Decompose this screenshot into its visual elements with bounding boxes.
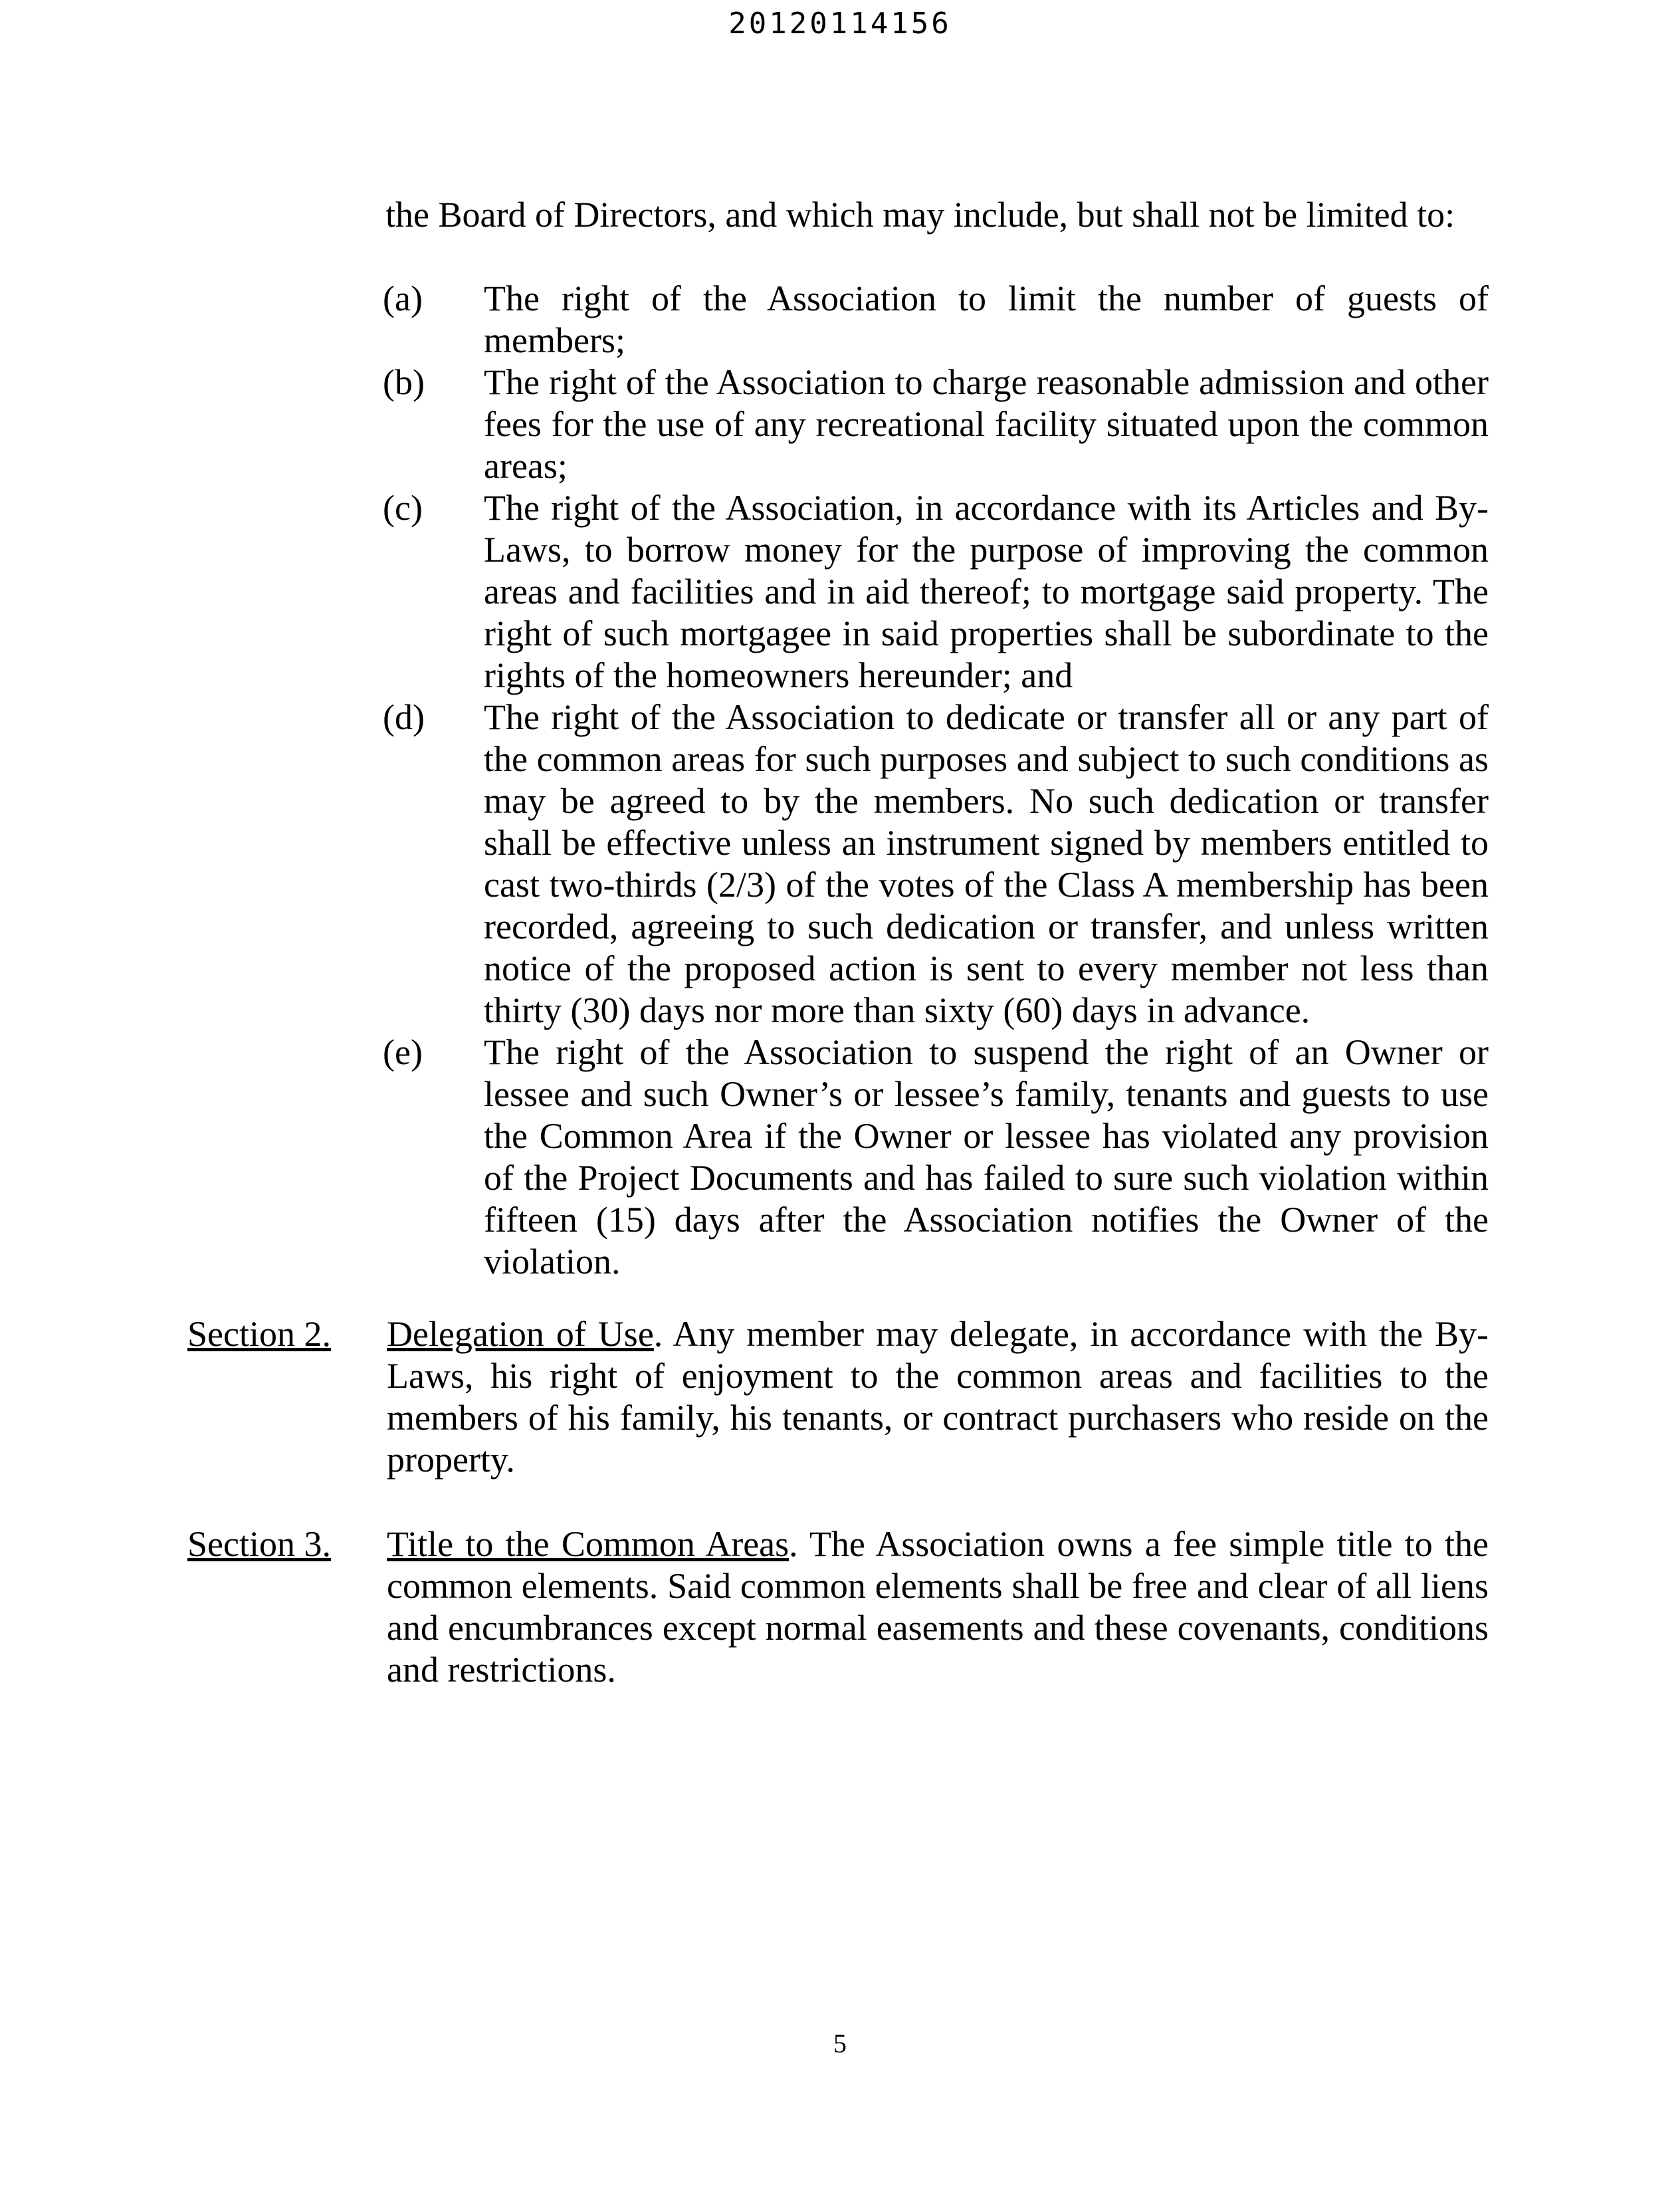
list-item-text: The right of the Association to suspend the right of an Owner or lessee and such Owner’s or lessee’s family, tenants and guests to use the Common Area if the Owner or lessee has violated any provision of the Project Documents and has failed to sure such violation within fifteen (15) days after the Association notifies the Owner of the violation. xyxy=(484,1032,1489,1281)
list-item-a xyxy=(383,278,1489,362)
list-item-text: The right of the Association, in accordance with its Articles and By-Laws, to borrow money for the purpose of improving the common areas and facilities and in aid thereof; to mortgage said property. The right of such mortgagee in said properties shall be subordinate to the rights of the homeowners hereunder; and xyxy=(484,488,1489,695)
section-body xyxy=(387,1523,1489,1691)
list-item-c xyxy=(383,487,1489,697)
document-number: 20120114156 xyxy=(728,7,952,41)
list-item-label: (e) xyxy=(383,1032,423,1072)
list-item-label: (b) xyxy=(383,362,425,402)
section-2 xyxy=(187,1313,1489,1481)
page-number: 5 xyxy=(833,2029,847,2058)
list-item-label: (c) xyxy=(383,488,423,528)
section-title: Delegation of Use xyxy=(387,1314,654,1354)
section-3 xyxy=(187,1523,1489,1691)
list-item-b xyxy=(383,362,1489,487)
list-item-text: The right of the Association to dedicate or transfer all or any part of the common areas for such purposes and subject to such conditions as may be agreed to by the members. No such dedication or transfer shall be effective unless an instrument signed by members entitled to cast two-thirds (2/3) of the votes of the Class A membership has been recorded, agreeing to such dedication or transfer, and unless written notice of the proposed action is sent to every member not less than thirty (30) days nor more than sixty (60) days in advance. xyxy=(484,697,1489,1030)
intro-paragraph: the Board of Directors, and which may include, but shall not be limited to: xyxy=(385,195,1455,235)
section-title: Title to the Common Areas xyxy=(387,1524,789,1564)
section-text: . Any member may delegate, in accordance with the By-Laws, his right of enjoyment to the common areas and facilities to the members of his family, his tenants, or contract purchasers who reside on the property. xyxy=(387,1314,1489,1480)
section-body xyxy=(387,1313,1489,1481)
list-item-text: The right of the Association to charge reasonable admission and other fees for the use of any recreational facility situated upon the common areas; xyxy=(484,362,1489,486)
section-label: Section 2. xyxy=(187,1314,331,1354)
list-item-e xyxy=(383,1032,1489,1283)
list-item-text: The right of the Association to limit the number of guests of members; xyxy=(484,278,1489,360)
list-item-label: (a) xyxy=(383,278,423,318)
list-item-label: (d) xyxy=(383,697,425,737)
rights-list xyxy=(383,278,1489,1283)
section-text: . The Association owns a fee simple title to the common elements. Said common elements shall be free and clear of all liens and encumbrances except normal easements and these covenants, conditions and restrictions. xyxy=(387,1524,1489,1690)
list-item-d xyxy=(383,697,1489,1032)
section-label: Section 3. xyxy=(187,1524,331,1564)
